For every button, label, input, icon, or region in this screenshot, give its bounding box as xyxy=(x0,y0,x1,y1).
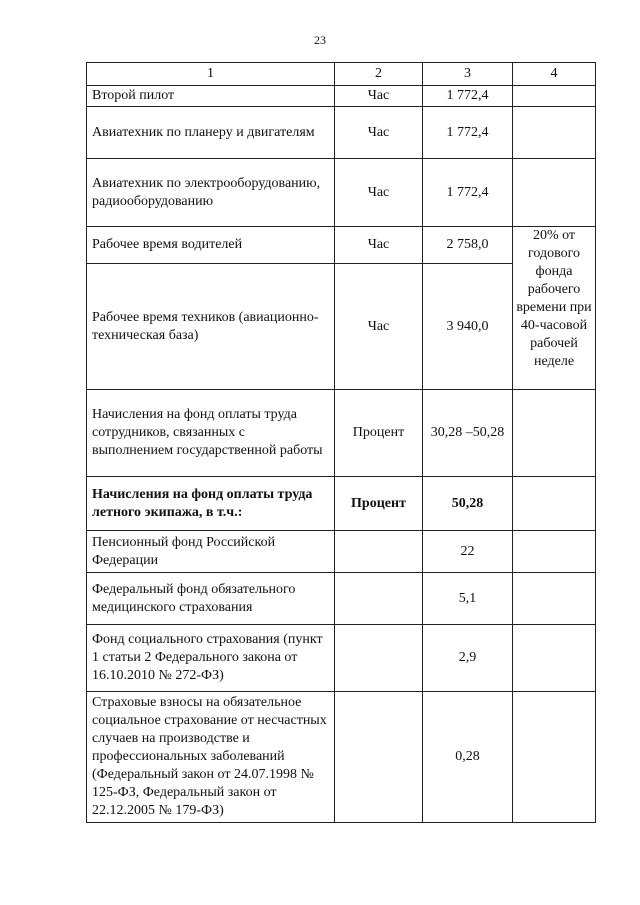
table-row xyxy=(87,159,596,227)
row-name: Начисления на фонд оплаты труда летного экипажа, в т.ч.: xyxy=(87,477,335,531)
row-note xyxy=(513,477,596,531)
row-unit xyxy=(335,573,423,625)
row-note xyxy=(513,390,596,477)
row-name: Второй пилот xyxy=(87,86,335,107)
row-unit: Час xyxy=(335,107,423,159)
row-note xyxy=(513,107,596,159)
row-unit: Процент xyxy=(335,477,423,531)
row-name: Рабочее время техников (авиационно-техническая база) xyxy=(87,264,335,390)
row-name: Страховые взносы на обязательное социальное страхование от несчастных случаев на производстве и профессиональных заболеваний (Федеральный закон от 24.07.1998 № 125-ФЗ, Федеральный закон от 22.12.2005 № 179-ФЗ) xyxy=(87,692,335,823)
row-value: 22 xyxy=(423,531,513,573)
row-name: Авиатехник по электрооборудованию, радиооборудованию xyxy=(87,159,335,227)
row-unit: Час xyxy=(335,264,423,390)
row-value: 3 940,0 xyxy=(423,264,513,390)
row-value: 50,28 xyxy=(423,477,513,531)
row-unit xyxy=(335,692,423,823)
norms-table xyxy=(86,62,596,823)
header-col-1: 1 xyxy=(87,63,335,86)
row-note xyxy=(513,86,596,107)
table-row xyxy=(87,86,596,107)
header-col-2: 2 xyxy=(335,63,423,86)
table-row xyxy=(87,227,596,264)
row-value: 2 758,0 xyxy=(423,227,513,264)
row-note xyxy=(513,692,596,823)
row-value: 1 772,4 xyxy=(423,86,513,107)
table-row xyxy=(87,477,596,531)
row-unit: Час xyxy=(335,86,423,107)
header-col-4: 4 xyxy=(513,63,596,86)
page-number: 23 xyxy=(314,33,326,47)
row-note xyxy=(513,531,596,573)
row-name: Пенсионный фонд Российской Федерации xyxy=(87,531,335,573)
table-row xyxy=(87,390,596,477)
row-unit xyxy=(335,531,423,573)
row-note xyxy=(513,573,596,625)
row-value: 0,28 xyxy=(423,692,513,823)
row-name: Авиатехник по планеру и двигателям xyxy=(87,107,335,159)
row-value: 30,28 –50,28 xyxy=(423,390,513,477)
table-row xyxy=(87,573,596,625)
row-name: Фонд социального страхования (пункт 1 статьи 2 Федерального закона от 16.10.2010 № 272-ФЗ) xyxy=(87,625,335,692)
table-row xyxy=(87,107,596,159)
header-col-3: 3 xyxy=(423,63,513,86)
merged-note-cell: 20% от годового фонда рабочего времени при 40-часовой рабочей неделе xyxy=(513,227,596,390)
row-note xyxy=(513,159,596,227)
row-unit: Процент xyxy=(335,390,423,477)
table-row xyxy=(87,625,596,692)
table-header-row xyxy=(87,63,596,86)
row-unit: Час xyxy=(335,159,423,227)
table-row xyxy=(87,692,596,823)
row-name: Рабочее время водителей xyxy=(87,227,335,264)
row-unit: Час xyxy=(335,227,423,264)
row-unit xyxy=(335,625,423,692)
row-value: 1 772,4 xyxy=(423,107,513,159)
table-row xyxy=(87,531,596,573)
row-value: 1 772,4 xyxy=(423,159,513,227)
row-value: 5,1 xyxy=(423,573,513,625)
row-note xyxy=(513,625,596,692)
row-name: Федеральный фонд обязательного медицинского страхования xyxy=(87,573,335,625)
row-value: 2,9 xyxy=(423,625,513,692)
row-name: Начисления на фонд оплаты труда сотрудников, связанных с выполнением государственной работы xyxy=(87,390,335,477)
